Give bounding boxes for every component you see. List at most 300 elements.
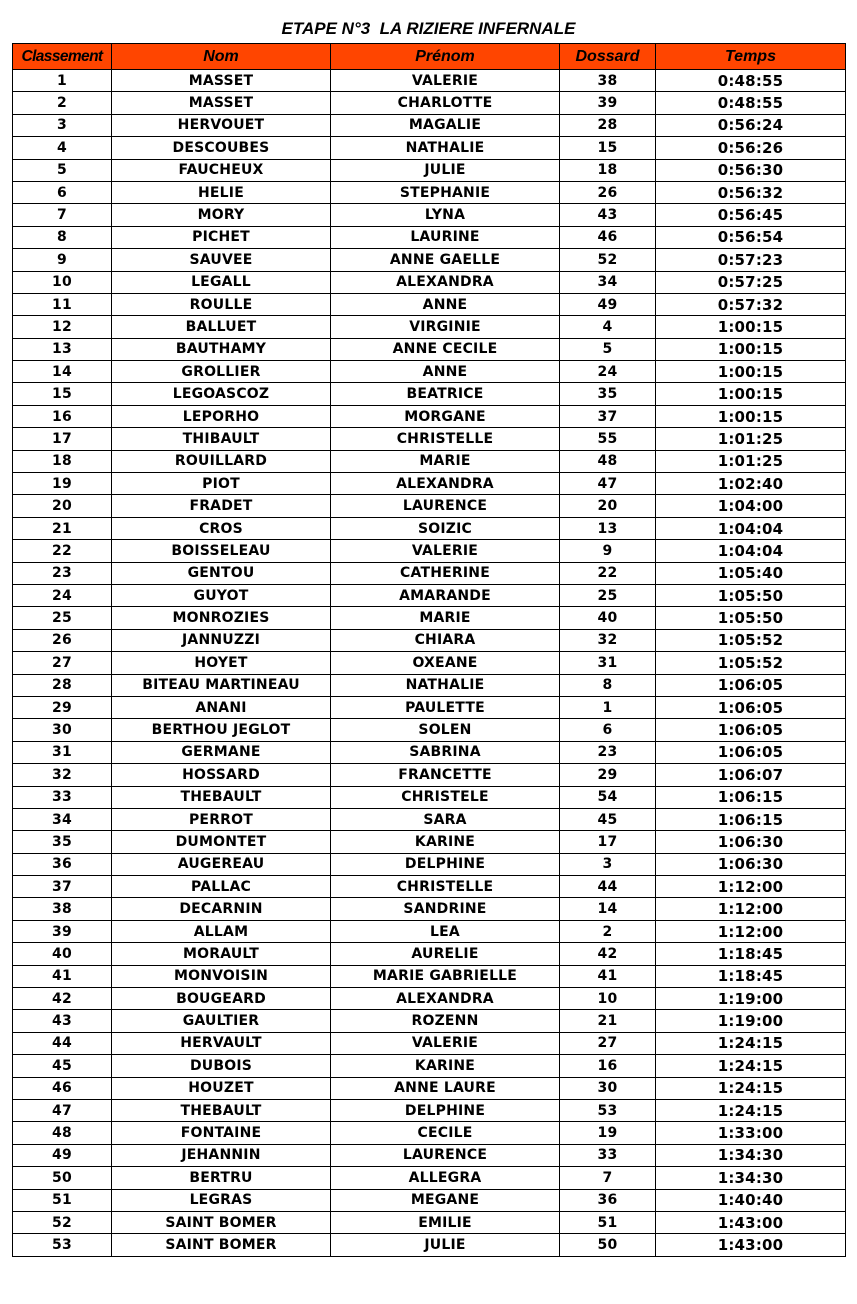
table-row (13, 965, 846, 987)
temps-cell: 1:34:30 (656, 1167, 846, 1189)
prenom-cell: ANNE (331, 293, 560, 315)
nom-cell: SAUVEE (112, 249, 331, 271)
dossard-cell: 44 (560, 876, 656, 898)
dossard-cell: 38 (560, 70, 656, 92)
rank-cell: 41 (13, 965, 112, 987)
temps-cell: 1:04:04 (656, 517, 846, 539)
nom-cell: THEBAULT (112, 786, 331, 808)
rank-cell: 4 (13, 137, 112, 159)
table-row (13, 540, 846, 562)
prenom-cell: ALEXANDRA (331, 988, 560, 1010)
temps-cell: 1:06:15 (656, 808, 846, 830)
table-row (13, 1032, 846, 1054)
nom-cell: HOSSARD (112, 764, 331, 786)
prenom-cell: DELPHINE (331, 1099, 560, 1121)
dossard-cell: 40 (560, 607, 656, 629)
rank-cell: 6 (13, 181, 112, 203)
prenom-cell: VIRGINIE (331, 316, 560, 338)
nom-cell: CROS (112, 517, 331, 539)
prenom-cell: JULIE (331, 1234, 560, 1256)
nom-cell: LEGRAS (112, 1189, 331, 1211)
temps-cell: 0:57:32 (656, 293, 846, 315)
table-row (13, 181, 846, 203)
header-classement: Classement (13, 44, 112, 70)
table-row (13, 1055, 846, 1077)
dossard-cell: 50 (560, 1234, 656, 1256)
nom-cell: GENTOU (112, 562, 331, 584)
nom-cell: LEGALL (112, 271, 331, 293)
dossard-cell: 2 (560, 920, 656, 942)
dossard-cell: 22 (560, 562, 656, 584)
rank-cell: 33 (13, 786, 112, 808)
temps-cell: 1:18:45 (656, 965, 846, 987)
temps-cell: 1:06:05 (656, 674, 846, 696)
dossard-cell: 27 (560, 1032, 656, 1054)
temps-cell: 1:40:40 (656, 1189, 846, 1211)
prenom-cell: NATHALIE (331, 137, 560, 159)
dossard-cell: 33 (560, 1144, 656, 1166)
nom-cell: ROULLE (112, 293, 331, 315)
temps-cell: 0:56:24 (656, 114, 846, 136)
table-row (13, 786, 846, 808)
temps-cell: 1:43:00 (656, 1211, 846, 1233)
table-row (13, 719, 846, 741)
prenom-cell: LAURENCE (331, 1144, 560, 1166)
temps-cell: 1:12:00 (656, 920, 846, 942)
dossard-cell: 39 (560, 92, 656, 114)
prenom-cell: BEATRICE (331, 383, 560, 405)
header-nom: Nom (112, 44, 331, 70)
rank-cell: 32 (13, 764, 112, 786)
table-row (13, 943, 846, 965)
dossard-cell: 47 (560, 473, 656, 495)
rank-cell: 39 (13, 920, 112, 942)
rank-cell: 13 (13, 338, 112, 360)
dossard-cell: 18 (560, 159, 656, 181)
table-row (13, 159, 846, 181)
nom-cell: DESCOUBES (112, 137, 331, 159)
prenom-cell: NATHALIE (331, 674, 560, 696)
prenom-cell: CHRISTELE (331, 786, 560, 808)
temps-cell: 1:01:25 (656, 428, 846, 450)
table-row (13, 517, 846, 539)
nom-cell: FONTAINE (112, 1122, 331, 1144)
temps-cell: 1:19:00 (656, 1010, 846, 1032)
table-row (13, 114, 846, 136)
rank-cell: 3 (13, 114, 112, 136)
table-row (13, 405, 846, 427)
dossard-cell: 36 (560, 1189, 656, 1211)
prenom-cell: MORGANE (331, 405, 560, 427)
rank-cell: 44 (13, 1032, 112, 1054)
table-header (13, 44, 846, 70)
nom-cell: MONROZIES (112, 607, 331, 629)
dossard-cell: 6 (560, 719, 656, 741)
dossard-cell: 14 (560, 898, 656, 920)
prenom-cell: KARINE (331, 1055, 560, 1077)
prenom-cell: EMILIE (331, 1211, 560, 1233)
temps-cell: 1:06:30 (656, 831, 846, 853)
rank-cell: 21 (13, 517, 112, 539)
nom-cell: AUGEREAU (112, 853, 331, 875)
table-row (13, 1099, 846, 1121)
prenom-cell: OXEANE (331, 652, 560, 674)
nom-cell: BOUGEARD (112, 988, 331, 1010)
header-row (13, 44, 846, 70)
prenom-cell: VALERIE (331, 70, 560, 92)
dossard-cell: 4 (560, 316, 656, 338)
header-prenom: Prénom (331, 44, 560, 70)
prenom-cell: DELPHINE (331, 853, 560, 875)
temps-cell: 1:00:15 (656, 383, 846, 405)
table-row (13, 920, 846, 942)
dossard-cell: 23 (560, 741, 656, 763)
dossard-cell: 19 (560, 1122, 656, 1144)
nom-cell: DUMONTET (112, 831, 331, 853)
rank-cell: 31 (13, 741, 112, 763)
nom-cell: HOYET (112, 652, 331, 674)
temps-cell: 0:57:23 (656, 249, 846, 271)
rank-cell: 37 (13, 876, 112, 898)
table-row (13, 1010, 846, 1032)
dossard-cell: 25 (560, 584, 656, 606)
table-row (13, 1144, 846, 1166)
nom-cell: PICHET (112, 226, 331, 248)
nom-cell: BERTRU (112, 1167, 331, 1189)
table-row (13, 876, 846, 898)
rank-cell: 15 (13, 383, 112, 405)
prenom-cell: ALEXANDRA (331, 473, 560, 495)
prenom-cell: MEGANE (331, 1189, 560, 1211)
rank-cell: 52 (13, 1211, 112, 1233)
temps-cell: 1:33:00 (656, 1122, 846, 1144)
nom-cell: THIBAULT (112, 428, 331, 450)
table-row (13, 1077, 846, 1099)
dossard-cell: 46 (560, 226, 656, 248)
dossard-cell: 41 (560, 965, 656, 987)
dossard-cell: 1 (560, 696, 656, 718)
rank-cell: 53 (13, 1234, 112, 1256)
rank-cell: 47 (13, 1099, 112, 1121)
temps-cell: 1:00:15 (656, 405, 846, 427)
dossard-cell: 13 (560, 517, 656, 539)
dossard-cell: 3 (560, 853, 656, 875)
dossard-cell: 7 (560, 1167, 656, 1189)
nom-cell: PERROT (112, 808, 331, 830)
temps-cell: 1:00:15 (656, 361, 846, 383)
prenom-cell: VALERIE (331, 540, 560, 562)
rank-cell: 12 (13, 316, 112, 338)
temps-cell: 1:06:30 (656, 853, 846, 875)
dossard-cell: 54 (560, 786, 656, 808)
nom-cell: BAUTHAMY (112, 338, 331, 360)
rank-cell: 5 (13, 159, 112, 181)
dossard-cell: 31 (560, 652, 656, 674)
table-row (13, 338, 846, 360)
rank-cell: 1 (13, 70, 112, 92)
dossard-cell: 20 (560, 495, 656, 517)
temps-cell: 1:12:00 (656, 876, 846, 898)
rank-cell: 22 (13, 540, 112, 562)
nom-cell: GAULTIER (112, 1010, 331, 1032)
table-row (13, 1234, 846, 1256)
rank-cell: 43 (13, 1010, 112, 1032)
table-row (13, 898, 846, 920)
table-row (13, 383, 846, 405)
temps-cell: 0:48:55 (656, 92, 846, 114)
temps-cell: 1:24:15 (656, 1077, 846, 1099)
dossard-cell: 53 (560, 1099, 656, 1121)
temps-cell: 0:57:25 (656, 271, 846, 293)
table-row (13, 1167, 846, 1189)
prenom-cell: SOLEN (331, 719, 560, 741)
temps-cell: 1:00:15 (656, 316, 846, 338)
table-row (13, 629, 846, 651)
table-row (13, 607, 846, 629)
table-row (13, 204, 846, 226)
prenom-cell: CHRISTELLE (331, 876, 560, 898)
dossard-cell: 5 (560, 338, 656, 360)
prenom-cell: LYNA (331, 204, 560, 226)
table-row (13, 473, 846, 495)
table-row (13, 853, 846, 875)
temps-cell: 1:05:52 (656, 629, 846, 651)
nom-cell: THEBAULT (112, 1099, 331, 1121)
temps-cell: 1:05:52 (656, 652, 846, 674)
prenom-cell: CHRISTELLE (331, 428, 560, 450)
rank-cell: 49 (13, 1144, 112, 1166)
table-row (13, 137, 846, 159)
nom-cell: HERVOUET (112, 114, 331, 136)
nom-cell: PIOT (112, 473, 331, 495)
dossard-cell: 55 (560, 428, 656, 450)
dossard-cell: 51 (560, 1211, 656, 1233)
rank-cell: 36 (13, 853, 112, 875)
dossard-cell: 21 (560, 1010, 656, 1032)
table-row (13, 495, 846, 517)
nom-cell: DUBOIS (112, 1055, 331, 1077)
dossard-cell: 30 (560, 1077, 656, 1099)
table-body (13, 70, 846, 1257)
table-row (13, 584, 846, 606)
dossard-cell: 34 (560, 271, 656, 293)
dossard-cell: 16 (560, 1055, 656, 1077)
prenom-cell: PAULETTE (331, 696, 560, 718)
prenom-cell: ANNE GAELLE (331, 249, 560, 271)
nom-cell: FRADET (112, 495, 331, 517)
prenom-cell: FRANCETTE (331, 764, 560, 786)
temps-cell: 1:01:25 (656, 450, 846, 472)
nom-cell: BERTHOU JEGLOT (112, 719, 331, 741)
prenom-cell: KARINE (331, 831, 560, 853)
table-row (13, 696, 846, 718)
temps-cell: 1:34:30 (656, 1144, 846, 1166)
nom-cell: PALLAC (112, 876, 331, 898)
rank-cell: 45 (13, 1055, 112, 1077)
table-row (13, 428, 846, 450)
rank-cell: 20 (13, 495, 112, 517)
prenom-cell: STEPHANIE (331, 181, 560, 203)
prenom-cell: SANDRINE (331, 898, 560, 920)
prenom-cell: AMARANDE (331, 584, 560, 606)
dossard-cell: 28 (560, 114, 656, 136)
rank-cell: 16 (13, 405, 112, 427)
dossard-cell: 37 (560, 405, 656, 427)
table-row (13, 741, 846, 763)
rank-cell: 38 (13, 898, 112, 920)
dossard-cell: 43 (560, 204, 656, 226)
dossard-cell: 9 (560, 540, 656, 562)
rank-cell: 46 (13, 1077, 112, 1099)
prenom-cell: VALERIE (331, 1032, 560, 1054)
temps-cell: 1:06:05 (656, 719, 846, 741)
table-row (13, 361, 846, 383)
prenom-cell: ROZENN (331, 1010, 560, 1032)
temps-cell: 1:06:15 (656, 786, 846, 808)
temps-cell: 1:04:00 (656, 495, 846, 517)
rank-cell: 8 (13, 226, 112, 248)
nom-cell: GERMANE (112, 741, 331, 763)
table-row (13, 249, 846, 271)
table-row (13, 562, 846, 584)
nom-cell: LEPORHO (112, 405, 331, 427)
prenom-cell: MARIE GABRIELLE (331, 965, 560, 987)
prenom-cell: MAGALIE (331, 114, 560, 136)
prenom-cell: AURELIE (331, 943, 560, 965)
rank-cell: 50 (13, 1167, 112, 1189)
dossard-cell: 29 (560, 764, 656, 786)
table-row (13, 293, 846, 315)
prenom-cell: MARIE (331, 607, 560, 629)
rank-cell: 23 (13, 562, 112, 584)
dossard-cell: 32 (560, 629, 656, 651)
temps-cell: 1:06:07 (656, 764, 846, 786)
prenom-cell: LAURINE (331, 226, 560, 248)
dossard-cell: 8 (560, 674, 656, 696)
nom-cell: DECARNIN (112, 898, 331, 920)
temps-cell: 0:56:30 (656, 159, 846, 181)
rank-cell: 18 (13, 450, 112, 472)
table-row (13, 92, 846, 114)
temps-cell: 1:24:15 (656, 1099, 846, 1121)
prenom-cell: ALLEGRA (331, 1167, 560, 1189)
rank-cell: 10 (13, 271, 112, 293)
prenom-cell: CHARLOTTE (331, 92, 560, 114)
temps-cell: 0:56:54 (656, 226, 846, 248)
rank-cell: 27 (13, 652, 112, 674)
rank-cell: 2 (13, 92, 112, 114)
nom-cell: MASSET (112, 92, 331, 114)
table-row (13, 271, 846, 293)
rank-cell: 9 (13, 249, 112, 271)
nom-cell: JANNUZZI (112, 629, 331, 651)
dossard-cell: 26 (560, 181, 656, 203)
table-row (13, 1211, 846, 1233)
temps-cell: 1:43:00 (656, 1234, 846, 1256)
rank-cell: 17 (13, 428, 112, 450)
dossard-cell: 42 (560, 943, 656, 965)
nom-cell: GROLLIER (112, 361, 331, 383)
temps-cell: 1:12:00 (656, 898, 846, 920)
rank-cell: 30 (13, 719, 112, 741)
nom-cell: SAINT BOMER (112, 1234, 331, 1256)
temps-cell: 1:06:05 (656, 741, 846, 763)
nom-cell: LEGOASCOZ (112, 383, 331, 405)
rank-cell: 35 (13, 831, 112, 853)
temps-cell: 1:02:40 (656, 473, 846, 495)
temps-cell: 1:24:15 (656, 1032, 846, 1054)
prenom-cell: ALEXANDRA (331, 271, 560, 293)
rank-cell: 24 (13, 584, 112, 606)
temps-cell: 1:19:00 (656, 988, 846, 1010)
rank-cell: 40 (13, 943, 112, 965)
rank-cell: 48 (13, 1122, 112, 1144)
prenom-cell: ANNE CECILE (331, 338, 560, 360)
table-row (13, 316, 846, 338)
prenom-cell: JULIE (331, 159, 560, 181)
prenom-cell: LEA (331, 920, 560, 942)
nom-cell: HOUZET (112, 1077, 331, 1099)
table-row (13, 764, 846, 786)
temps-cell: 0:48:55 (656, 70, 846, 92)
prenom-cell: CHIARA (331, 629, 560, 651)
nom-cell: ROUILLARD (112, 450, 331, 472)
rank-cell: 25 (13, 607, 112, 629)
rank-cell: 11 (13, 293, 112, 315)
nom-cell: BALLUET (112, 316, 331, 338)
prenom-cell: ANNE (331, 361, 560, 383)
rank-cell: 51 (13, 1189, 112, 1211)
prenom-cell: LAURENCE (331, 495, 560, 517)
temps-cell: 1:24:15 (656, 1055, 846, 1077)
nom-cell: ANANI (112, 696, 331, 718)
prenom-cell: SARA (331, 808, 560, 830)
rank-cell: 19 (13, 473, 112, 495)
temps-cell: 1:00:15 (656, 338, 846, 360)
rank-cell: 34 (13, 808, 112, 830)
nom-cell: BOISSELEAU (112, 540, 331, 562)
table-row (13, 226, 846, 248)
table-row (13, 70, 846, 92)
dossard-cell: 48 (560, 450, 656, 472)
nom-cell: FAUCHEUX (112, 159, 331, 181)
rank-cell: 14 (13, 361, 112, 383)
dossard-cell: 15 (560, 137, 656, 159)
table-row (13, 674, 846, 696)
rank-cell: 28 (13, 674, 112, 696)
table-row (13, 450, 846, 472)
nom-cell: MONVOISIN (112, 965, 331, 987)
nom-cell: HERVAULT (112, 1032, 331, 1054)
table-row (13, 1189, 846, 1211)
temps-cell: 1:04:04 (656, 540, 846, 562)
temps-cell: 1:05:50 (656, 607, 846, 629)
temps-cell: 1:05:40 (656, 562, 846, 584)
rank-cell: 26 (13, 629, 112, 651)
dossard-cell: 45 (560, 808, 656, 830)
dossard-cell: 49 (560, 293, 656, 315)
rank-cell: 42 (13, 988, 112, 1010)
table-row (13, 988, 846, 1010)
page-title: ETAPE N°3 LA RIZIERE INFERNALE (281, 19, 576, 38)
temps-cell: 0:56:26 (656, 137, 846, 159)
nom-cell: GUYOT (112, 584, 331, 606)
prenom-cell: CECILE (331, 1122, 560, 1144)
nom-cell: MORY (112, 204, 331, 226)
dossard-cell: 10 (560, 988, 656, 1010)
table-row (13, 1122, 846, 1144)
temps-cell: 1:06:05 (656, 696, 846, 718)
